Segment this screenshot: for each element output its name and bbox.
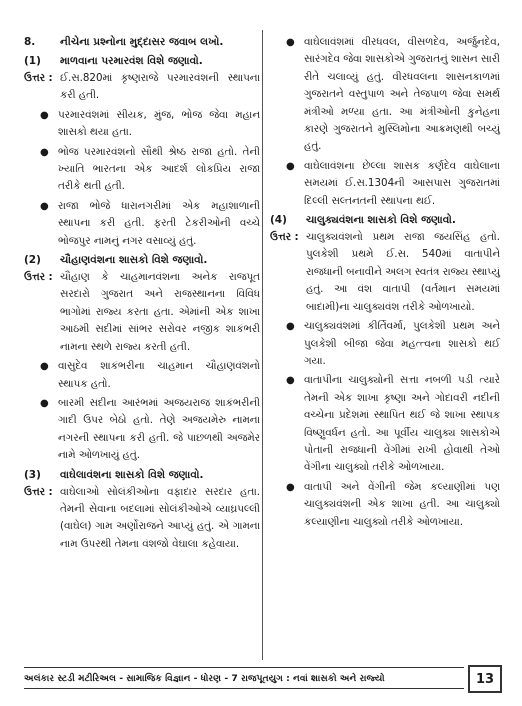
answer bbox=[24, 70, 260, 105]
section-title: વાઘેલાવંશના શાસકો વિશે જણાવો. bbox=[60, 468, 204, 481]
page-number: 13 bbox=[468, 665, 502, 693]
answer-label: ઉત્તર : bbox=[270, 231, 299, 244]
answer-label: ઉત્તર : bbox=[24, 72, 53, 84]
section-number: (3) bbox=[24, 468, 41, 481]
section-4 bbox=[270, 212, 500, 531]
section-title: ચૌહાણવંશના શાસકો વિશે જણાવો. bbox=[60, 254, 208, 267]
section-title: ચાલુક્યવંશના શાસકો વિશે જણાવો. bbox=[306, 214, 456, 227]
bullet-item bbox=[286, 372, 500, 476]
bullet-icon: ● bbox=[40, 146, 49, 158]
section-number: (4) bbox=[270, 214, 287, 227]
bullet-icon: ● bbox=[286, 160, 295, 172]
bullet-item bbox=[40, 107, 260, 142]
section-heading bbox=[24, 53, 260, 70]
bullet-item bbox=[40, 395, 260, 465]
section-heading bbox=[24, 252, 260, 269]
section-heading bbox=[24, 467, 260, 484]
left-column bbox=[24, 34, 260, 553]
bullet-item bbox=[40, 358, 260, 393]
section-number: (1) bbox=[24, 55, 41, 67]
answer-text: ઈ.સ.820માં કૃષ્ણરાજે પરમારવંશની સ્થાપના કરી હતી. bbox=[60, 72, 260, 102]
section-3 bbox=[24, 467, 260, 554]
bullet-text: બારમી સદીના આરંભમાં અજયરાજ શાકંભરીની ગાદી ઉપર બેઠો હતો. તેણે અજયમેરુ નામના નગરની સ્થાપના કરી હતી. જે પાછળથી અજમેર નામે ઓળખાયું હતું. bbox=[58, 396, 260, 462]
section-2 bbox=[24, 252, 260, 464]
bullet-text: ભોજ પરમારવંશનો સૌથી શ્રેષ્ઠ રાજા હતો. તેની ખ્યાતિ ભારતના એક આદર્શ લોકપ્રિય રાજા તરીકે થતી હતી. bbox=[58, 145, 260, 193]
bullet-item bbox=[40, 198, 260, 250]
page-footer bbox=[24, 667, 464, 689]
bullet-text: પરમારવંશમાં સીયક, મુંજ, ભોજ જેવા મહાન શાસકો થયા હતા. bbox=[58, 108, 260, 139]
bullet-text: વાતાપીના ચાલુક્યોની સત્તા નબળી પડી ત્યારે તેમની એક શાખા કૃષ્ણા અને ગોદાવરી નદીની વચ્ચેના પ્રદેશમાં સ્થાપિત થઈ જે શાખા સ્થાપક વિષ્ણુવર્ધન હતો. આ પૂર્વીય ચાલુક્ય શાસકોએ પોતાની રાજધાની વેંગીમાં રાખી હોવાથી તેઓ વેંગીના ચાલુક્યો તરીકે ઓળખાયા. bbox=[304, 374, 500, 474]
bullet-item bbox=[286, 479, 500, 531]
bullet-icon: ● bbox=[40, 109, 49, 121]
bullet-icon: ● bbox=[286, 481, 295, 493]
bullet-item bbox=[286, 158, 500, 210]
bullet-text: વાતાપી અને વેંગીની જેમ કલ્યાણીમાં પણ ચાલુક્યવંશની એક શાખા હતી. આ ચાલુક્યો કલ્યાણીના ચાલુક્યો તરીકે ઓળખાયા. bbox=[304, 480, 500, 528]
bullet-text: ચાલુક્યવંશમાં કીર્તિવર્મા, પુલકેશી પ્રથમ અને પુલકેશી બીજા જેવા મહત્ત્વના શાસકો થઈ ગયા. bbox=[304, 320, 500, 367]
bullet-item bbox=[40, 144, 260, 196]
bullet-text: વાસુદેવ શાકંભરીના ચાહમાન ચૌહાણવંશનો સ્થાપક હતો. bbox=[58, 360, 260, 390]
column-divider bbox=[262, 30, 263, 660]
bullet-icon: ● bbox=[40, 397, 49, 409]
question-heading bbox=[24, 34, 260, 51]
bullet-icon: ● bbox=[286, 37, 295, 48]
bullet-item bbox=[286, 318, 500, 370]
bullet-icon: ● bbox=[286, 321, 295, 333]
bullet-text: રાજા ભોજે ધારાનગરીમાં એક મહાશાળાની સ્થાપના કરી હતી. ફરતી ટેકરીઓની વચ્ચે ભોજપુર નામનું નગર વસાવ્યું હતું. bbox=[58, 199, 260, 247]
section-1 bbox=[24, 53, 260, 250]
section-title: માળવાના પરમારવંશ વિશે જણાવો. bbox=[60, 55, 203, 67]
bullet-text: વાઘેલાવંશમાં વીરધવલ, વીસળદેવ, અર્જુનદેવ, સારંગદેવ જેવા શાસકોએ ગુજરાતનું શાસન સારી રીતે ચલાવ્યું હતું. વીરધવલના શાસનકાળમાં ગુજરાતને વસ્તુપાળ અને તેજપાળ જેવા સમર્થ મંત્રીઓ મળ્યા હતા. આ મંત્રીઓની કુનેહના કારણે ગુજરાતને મુસ્લિમોના આક્રમણથી બચ્યું હતું. bbox=[304, 36, 500, 153]
answer-label: ઉત્તર : bbox=[24, 271, 53, 284]
answer-label: ઉત્તર : bbox=[24, 485, 53, 498]
answer bbox=[270, 229, 500, 316]
bullet-icon: ● bbox=[40, 361, 49, 373]
bullet-icon: ● bbox=[286, 375, 295, 387]
bullet-icon: ● bbox=[40, 200, 49, 212]
bullet-item bbox=[286, 34, 500, 156]
answer-text: ચાલુક્યવંશનો પ્રથમ રાજા જયસિંહ હતો. પુલકેશી પ્રથમે ઈ.સ. 540માં વાતાપીને રાજધાની બનાવીને અલગ સ્વતંત્ર રાજ્ય સ્થાપ્યું હતું. આ વંશ વાતાપી (વર્તમાન સમયમાં બાદામી)ના ચાલુક્યવંશ તરીકે ઓળખાયો. bbox=[306, 231, 500, 313]
question-text: નીચેના પ્રશ્નોના મુદ્દાસર જવાબ લખો. bbox=[60, 36, 224, 48]
section-number: (2) bbox=[24, 254, 41, 267]
section-heading bbox=[270, 212, 500, 229]
question-number: 8. bbox=[24, 36, 36, 48]
answer bbox=[24, 484, 260, 554]
footer-text: અલંકાર સ્ટડી મટીરિઅલ - સામાજિક વિજ્ઞાન - ધોરણ - 7 રાજપૂતયુગ : નવાં શાસકો અને રાજ્યો bbox=[24, 672, 385, 684]
answer-text: વાઘેલાઓ સોલંકીઓના વફાદાર સરદાર હતા. તેમની સેવાના બદલામાં સોલંકીઓએ વ્યાઘ્રપલ્લી (વાઘેલ) ગામ અર્ણોરાજને આપ્યું હતું. એ ગામના નામ ઉપરથી તેમના વંશજો વેઘાલા કહેવાયા. bbox=[60, 485, 260, 550]
bullet-text: વાઘેલાવંશના છેલ્લા શાસક કર્ણદેવ વાઘેલાના સમયમાં ઈ.સ.1304ની આસપાસ ગુજરાતમાં દિલ્લી સલ્તનતની સ્થાપના થઈ. bbox=[304, 159, 500, 207]
answer-text: ચૌહાણ કે ચાહમાનવંશના અનેક રાજપૂત સરદારો ગુજરાત અને રાજસ્થાનના વિવિધ ભાગોમાં રાજ્ય કરતા હતા. એમાંની એક શાખા આઠમી સદીમાં સાંભર સરોવર નજીક શાકંભરી નામના સ્થળે રાજ્ય કરતી હતી. bbox=[60, 271, 260, 353]
right-column bbox=[270, 34, 500, 531]
answer bbox=[24, 269, 260, 356]
